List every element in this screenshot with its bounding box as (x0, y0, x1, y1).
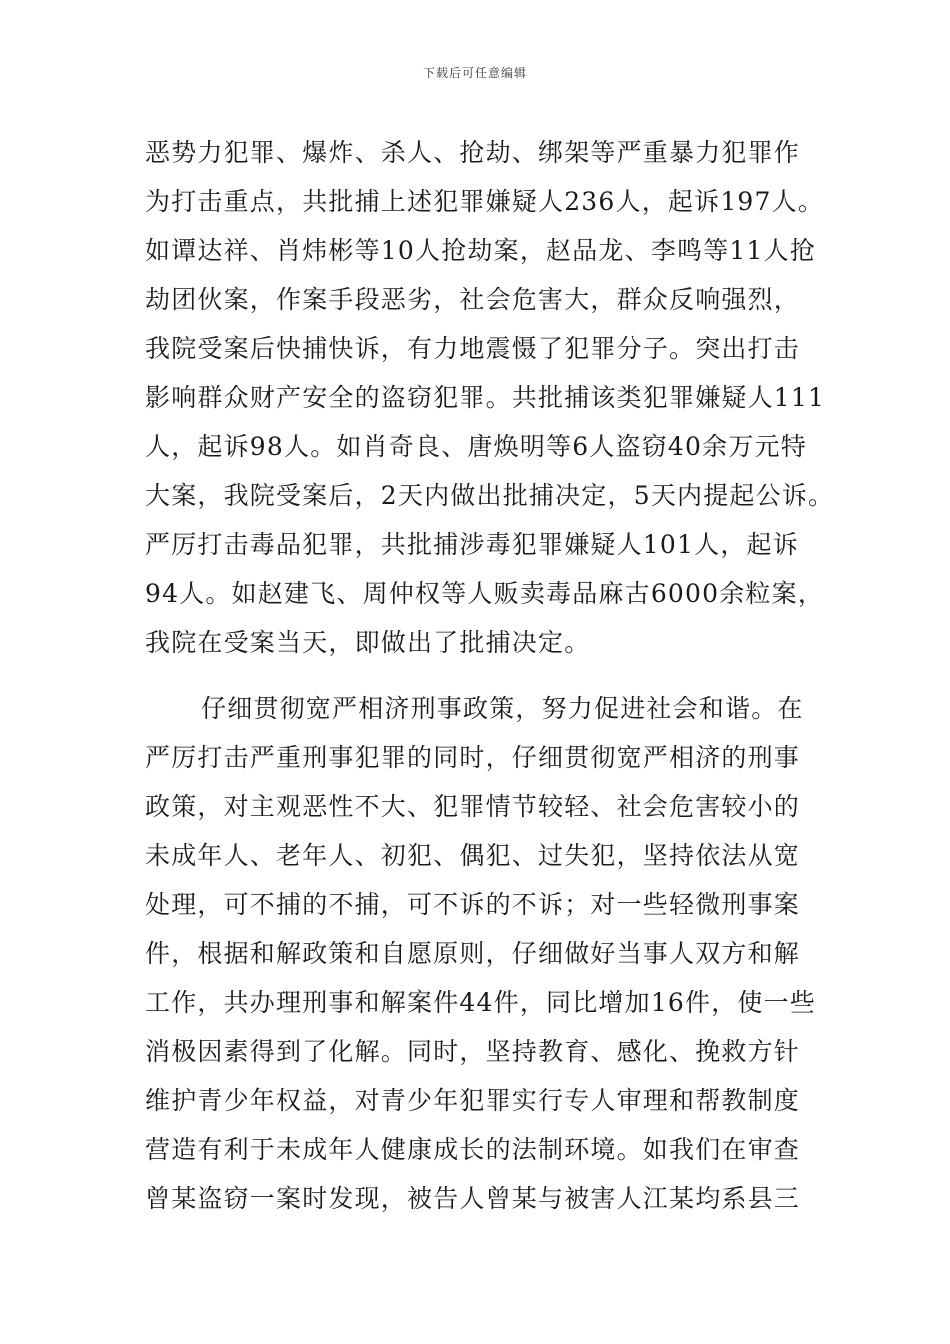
text-line: 政策，对主观恶性不大、犯罪情节较轻、社会危害较小的 (145, 792, 801, 821)
text-line: 我院受案后快捕快诉，有力地震慑了犯罪分子。突出打击 (145, 334, 801, 363)
text-line: 工作，共办理刑事和解案件44件，同比增加16件，使一些 (145, 988, 817, 1017)
text-line: 我院在受案当天，即做出了批捕决定。 (145, 628, 591, 657)
text-line: 严厉打击毒品犯罪，共批捕涉毒犯罪嫌疑人101人，起诉 (145, 530, 799, 559)
text-line: 处理，可不捕的不捕，可不诉的不诉；对一些轻微刑事案 (145, 890, 801, 919)
text-line: 未成年人、老年人、初犯、偶犯、过失犯，坚持依法从宽 (145, 841, 801, 870)
text-line: 为打击重点，共批捕上述犯罪嫌疑人236人，起诉197人。 (145, 187, 825, 216)
text-line: 件，根据和解政策和自愿原则，仔细做好当事人双方和解 (145, 939, 801, 968)
document-body (145, 128, 845, 1223)
text-line: 劫团伙案，作案手段恶劣，社会危害大，群众反响强烈， (145, 285, 801, 314)
text-line: 营造有利于未成年人健康成长的法制环境。如我们在审查 (145, 1135, 801, 1164)
text-line: 如谭达祥、肖炜彬等10人抢劫案，赵品龙、李鸣等11人抢 (145, 236, 817, 265)
paragraph-gap (145, 667, 845, 684)
text-line: 94人。如赵建飞、周仲权等人贩卖毒品麻古6000余粒案， (145, 579, 825, 608)
text-line: 人，起诉98人。如肖奇良、唐焕明等6人盗窃40余万元特 (145, 432, 807, 461)
text-line: 恶势力犯罪、爆炸、杀人、抢劫、绑架等严重暴力犯罪作 (145, 138, 801, 167)
text-line: 消极因素得到了化解。同时，坚持教育、感化、挽救方针 (145, 1037, 801, 1066)
text-line: 严厉打击严重刑事犯罪的同时，仔细贯彻宽严相济的刑事 (145, 743, 801, 772)
page-header: 下载后可任意编辑 (422, 66, 527, 80)
text-line: 大案，我院受案后，2天内做出批捕决定，5天内提起公诉。 (145, 481, 835, 510)
text-line: 曾某盗窃一案时发现，被告人曾某与被害人江某均系县三 (145, 1184, 801, 1213)
text-line: 维护青少年权益，对青少年犯罪实行专人审理和帮教制度 (145, 1086, 801, 1115)
text-line: 影响群众财产安全的盗窃犯罪。共批捕该类犯罪嫌疑人111 (145, 383, 826, 412)
paragraph-first-line: 仔细贯彻宽严相济刑事政策，努力促进社会和谐。在 (201, 694, 804, 723)
